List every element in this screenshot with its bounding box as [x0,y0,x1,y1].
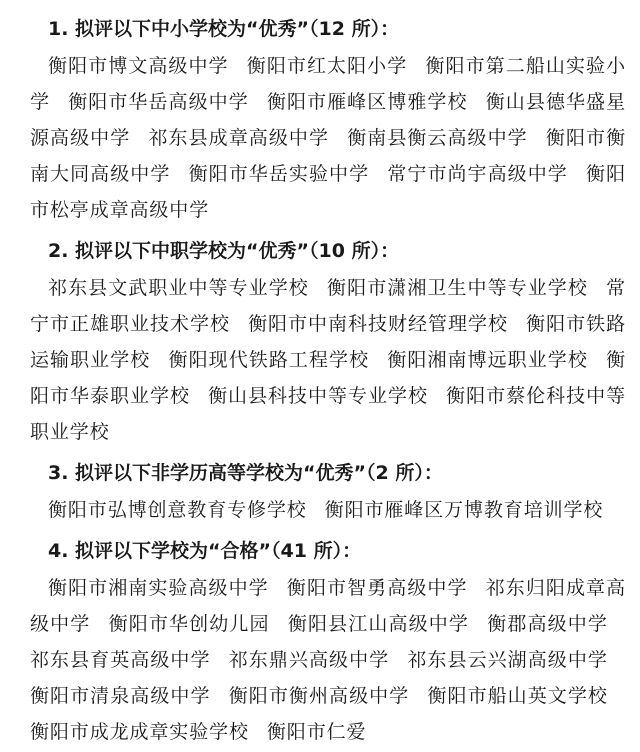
school-name: 衡阳市第二船山实验小学 [30,55,626,113]
school-name: 衡阳市潇湘卫生中等专业学校 [326,277,588,299]
school-name: 衡阳市智勇高级中学 [286,577,468,599]
school-name: 衡阳市博文高级中学 [48,55,229,77]
school-name: 衡阳县江山高级中学 [287,613,470,635]
section-3 [30,458,626,528]
school-name: 衡阳市铁路运输职业学校 [30,313,626,371]
school-name: 衡阳湘南博远职业学校 [387,349,588,371]
school-name: 祁东鼎兴高级中学 [228,649,390,671]
school-name: 衡阳市雁峰区万博教育培训学校 [324,499,604,521]
school-name: 祁东县育英高级中学 [30,649,211,671]
school-name: 常宁市正雄职业技术学校 [30,277,627,335]
school-name: 衡阳市华岳高级中学 [68,91,249,113]
school-name: 衡南县衡云高级中学 [347,127,528,149]
section-1 [30,14,626,228]
section-heading: 1. 拟评以下中小学校为“优秀”（12 所）： [48,18,400,40]
school-name: 祁东归阳成章高级中学 [30,577,626,635]
school-name: 衡阳市中南科技财经管理学校 [247,313,509,335]
school-list [30,492,626,528]
school-name: 衡阳市衡州高级中学 [228,685,410,707]
school-name: 祁东县云兴湖高级中学 [407,649,608,671]
section-heading: 4. 拟评以下学校为“合格”（41 所）： [48,540,362,562]
school-name: 衡阳市松亭成章高级中学 [30,163,626,221]
school-name: 祁东县成章高级中学 [148,127,330,149]
section-4 [30,536,626,750]
school-name: 衡阳市华岳实验中学 [188,163,370,185]
school-list [30,48,626,228]
school-name: 常宁市尚宇高级中学 [387,163,568,185]
school-name: 衡阳市衡南大同高级中学 [30,127,626,185]
section-heading: 2. 拟评以下中职学校为“优秀”（10 所）： [48,240,400,262]
school-name: 衡阳市船山英文学校 [427,685,608,707]
section-2 [30,236,626,450]
school-name: 衡山县科技中等专业学校 [207,385,429,407]
school-name: 衡阳市红太阳小学 [246,55,408,77]
school-name: 衡山县德华盛星源高级中学 [30,91,626,149]
school-list [30,270,626,450]
school-name: 衡阳市华创幼儿园 [108,613,270,635]
section-heading: 3. 拟评以下非学历高等学校为“优秀”（2 所）： [48,462,443,484]
school-name: 衡阳市华泰职业学校 [30,349,626,407]
school-name: 衡阳市弘博创意教育专修学校 [48,499,307,521]
school-name: 衡阳市清泉高级中学 [30,685,211,707]
school-name: 衡阳市湘南实验高级中学 [48,577,269,599]
school-name: 衡郡高级中学 [487,613,609,635]
school-name: 衡阳市蔡伦科技中等职业学校 [30,385,626,443]
school-name: 衡阳现代铁路工程学校 [168,349,370,371]
school-name: 衡阳市成龙成章实验学校 [30,721,249,743]
school-list [30,570,626,750]
school-name: 祁东县文武职业中等专业学校 [48,277,309,299]
school-name: 衡阳市仁爱 [266,721,367,743]
school-name: 衡阳市雁峰区博雅学校 [266,91,468,113]
